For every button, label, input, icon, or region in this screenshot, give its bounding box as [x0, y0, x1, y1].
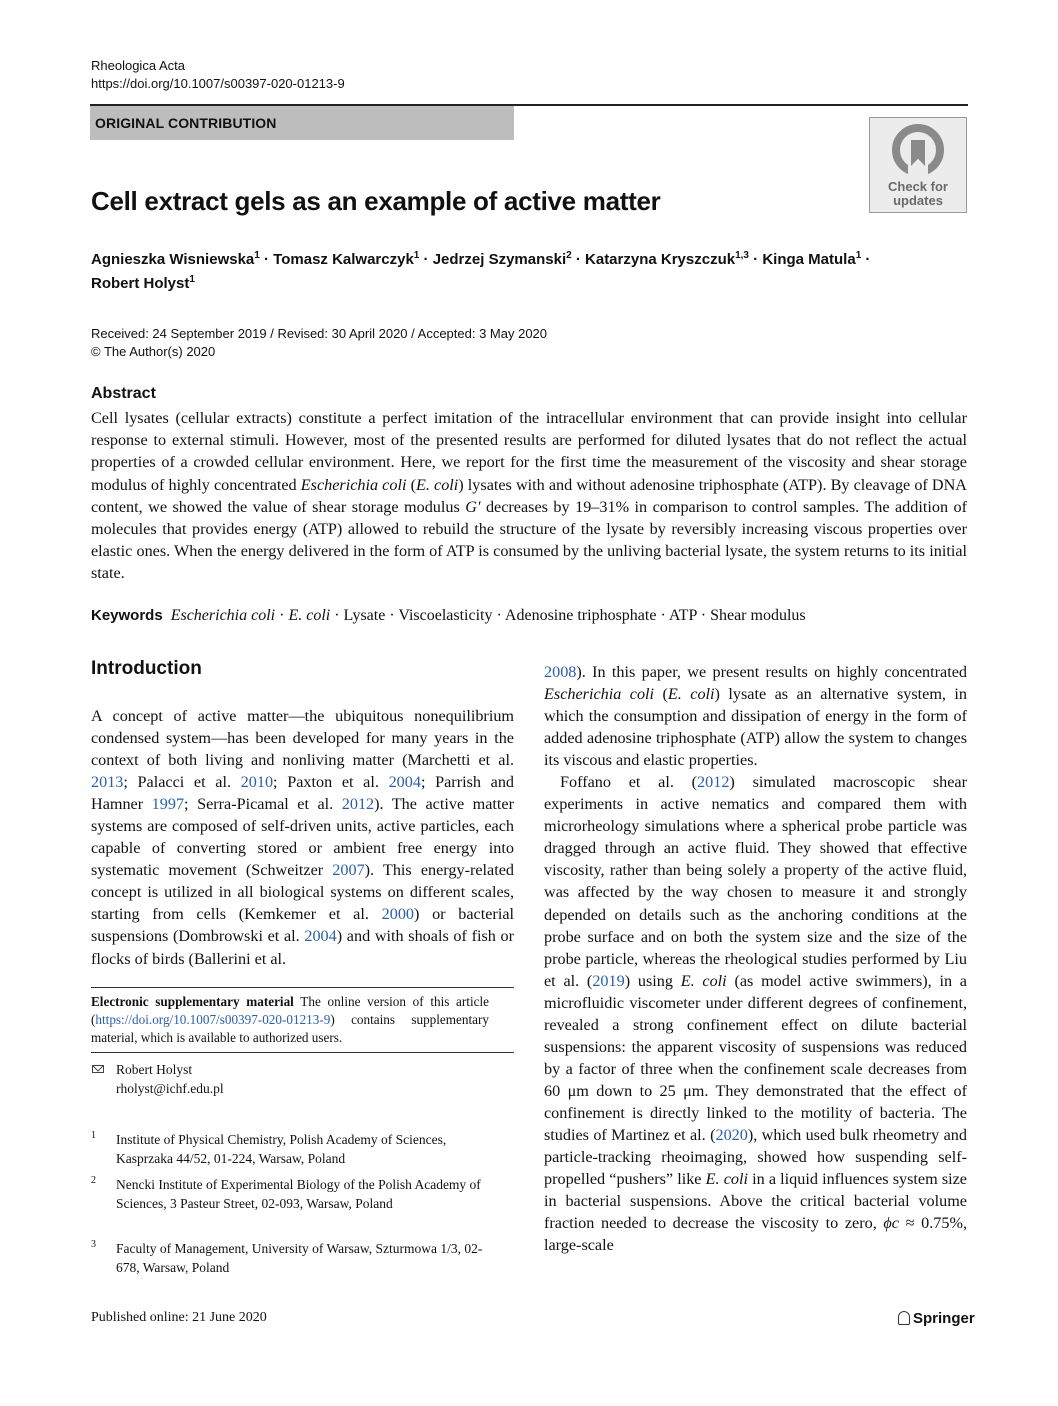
footnote-rule — [91, 987, 514, 988]
citation-link[interactable]: 2000 — [381, 905, 414, 924]
updates-label: updates — [893, 193, 943, 208]
footnote-rule — [91, 1052, 514, 1053]
corresponding-author — [91, 1060, 224, 1098]
author[interactable]: Tomasz Kalwarczyk$^1$ — [273, 250, 420, 268]
citation-link[interactable]: 1997 — [151, 795, 185, 814]
publisher-logo: Springer — [898, 1310, 975, 1327]
intro-left-column — [91, 705, 514, 970]
dates-line: Received: 24 September 2019 / Revised: 30 April 2020 / Accepted: 3 May 2020 — [91, 326, 548, 341]
intro-paragraph: A concept of active matter—the ubiquitous nonequilibrium condensed system—has been developed for many years in the context of both living and nonliving matter (Marchetti et al. 2013; Palacci et al. 2010; Paxton et al. 2004; Parrish and Hamner 1997; Serra-Picamal et al. 2012). The active matter systems are composed of self-driven units, active particles, each capable of converting stored or ambient free energy into systematic movement (Schweitzer 2007). This energy-related concept is utilized in all biological systems on different scales, starting from cells (Kemkemer et al. 2000) or bacterial suspensions (Dombrowski et al. 2004) and with shoals of fish or flocks of birds (Ballerini et al. — [91, 707, 515, 968]
section-banner — [90, 106, 514, 140]
paper-title: Cell extract gels as an example of active matter — [91, 186, 661, 216]
citation-link[interactable]: 2013 — [91, 773, 124, 792]
introduction-heading: Introduction — [91, 658, 202, 679]
copyright-line: © The Author(s) 2020 — [91, 344, 216, 359]
citation-link[interactable]: 2007 — [332, 861, 365, 880]
section-label: ORIGINAL CONTRIBUTION — [95, 115, 277, 131]
contact-name: Robert Holyst — [116, 1062, 193, 1077]
abstract-body: Cell lysates (cellular extracts) constitute a perfect imitation of the intracellular environment that can provide insight into cellular response to external stimuli. However, most of the presented results are performed for diluted lysates that do not reflect the actual properties of a crowded cellular environment. Here, we report for the first time the measurement of the viscosity and shear storage modulus of highly concentrated Escherichia coli (E. coli) lysates with and without adenosine triphosphate (ATP). By cleavage of DNA content, we showed the value of shear storage modulus G′ decreases by 19–31% in comparison to control samples. The addition of molecules that provides energy (ATP) allowed to rebuild the structure of the lysate by reversibly increasing viscous properties over elastic ones. When the energy delivered in the form of ATP is consumed by the unliving bacterial lysate, the system returns to its initial state. — [91, 409, 967, 583]
check-for-updates-badge[interactable] — [869, 117, 967, 213]
article-history — [91, 325, 547, 361]
published-date: Published online: 21 June 2020 — [91, 1310, 267, 1325]
journal-name: Rheologica Acta — [91, 58, 185, 73]
author[interactable]: Jedrzej Szymanski$^2$ — [432, 250, 572, 268]
doi-link[interactable]: https://doi.org/10.1007/s00397-020-01213-9 — [91, 76, 345, 91]
intro-paragraph: Foffano et al. (2012) simulated macroscopic shear experiments in active nematics and compared them with microrheology simulations where a spherical probe particle was dragged through an active fluid. They showed that effective viscosity, rather than being solely a property of the active fluid, was affected by the way chosen to measure it and strongly depended on details such as the anchoring conditions at the probe surface and on both the system size and the size of the probe particle, whereas the rheological studies performed by Liu et al. (2019) using E. coli (as model active swimmers), in a microfluidic viscometer under different degrees of confinement, revealed a strong confinement effect on dilute bacterial suspensions: the apparent viscosity of suspensions was reduced by a factor of three when the confinement scale decreases from 60 μm down to 25 μm. They demonstrated that the effect of confinement is directly linked to the motility of bacteria. The studies of Martinez et al. (2020), which used bulk rheometry and particle-tracking rheoimaging, showed how suspending self-propelled “pushers” like E. coli in a liquid influences system size in bacterial suspensions. Above the critical bacterial volume fraction needed to decrease the viscosity to zero, ϕc ≈ 0.75%, large-scale — [544, 773, 968, 1255]
citation-link[interactable]: 2004 — [304, 927, 337, 946]
springer-horse-icon — [898, 1311, 910, 1325]
contact-email[interactable]: rholyst@ichf.edu.pl — [116, 1081, 224, 1096]
journal-header — [91, 57, 345, 93]
author[interactable]: Robert Holyst$^1$ — [91, 274, 195, 292]
affiliation: 2 Nencki Institute of Experimental Biology of the Polish Academy of Sciences, 3 Pasteur Street, 02-093, Warsaw, Poland — [91, 1175, 481, 1211]
citation-link[interactable]: 2020 — [715, 1125, 748, 1144]
citation-link[interactable]: 2019 — [592, 971, 625, 990]
envelope-icon — [92, 1065, 104, 1073]
intro-right-column — [544, 661, 967, 1256]
citation-link[interactable]: 2010 — [240, 773, 274, 792]
supplementary-note: Electronic supplementary material The online version of this article (https://doi.org/10.1007/s00397-020-01213-9) contains supplementary material, which is available to authorized users. — [91, 994, 490, 1045]
citation-link[interactable]: 2004 — [388, 773, 421, 792]
abstract-heading: Abstract — [91, 385, 156, 402]
keywords: Keywords Escherichia coli · E. coli · Lysate · Viscoelasticity · Adenosine triphosphate · ATP · Shear modulus — [91, 607, 806, 624]
citation-link[interactable]: 2012 — [697, 773, 730, 792]
citation-link[interactable]: 2012 — [341, 795, 375, 814]
supplementary-link[interactable]: https://doi.org/10.1007/s00397-020-01213-9 — [95, 1012, 331, 1027]
author[interactable]: Agnieszka Wisniewska$^1$ — [91, 250, 260, 268]
check-for-label: Check for — [888, 179, 948, 194]
affiliation: 3 Faculty of Management, University of Warsaw, Szturmowa 1/3, 02-678, Warsaw, Poland — [91, 1239, 483, 1275]
author[interactable]: Kinga Matula$^1$ — [762, 250, 862, 268]
affiliation: 1 Institute of Physical Chemistry, Polish Academy of Sciences, Kasprzaka 44/52, 01-224, Warsaw, Poland — [91, 1130, 447, 1166]
keywords-label: Keywords — [91, 607, 163, 624]
author[interactable]: Katarzyna Kryszczuk$^{1,3}$ — [585, 250, 749, 268]
author-list: Agnieszka Wisniewska$^1$ · Tomasz Kalwarczyk$^1$ · Jedrzej Szymanski$^2$ · Katarzyna Kryszczuk$^{1,3}$ · Kinga Matula$^1$ · Robert Holyst$^1$ — [91, 250, 871, 292]
citation-link[interactable]: 2008 — [544, 663, 577, 681]
intro-paragraph: 2008). In this paper, we present results on highly concentrated Escherichia coli (E. coli) lysate as an alternative system, in which the consumption and dissipation of energy in the form of added adenosine triphosphate (ATP) allow the system to changes its viscous and elastic properties. — [544, 663, 968, 770]
